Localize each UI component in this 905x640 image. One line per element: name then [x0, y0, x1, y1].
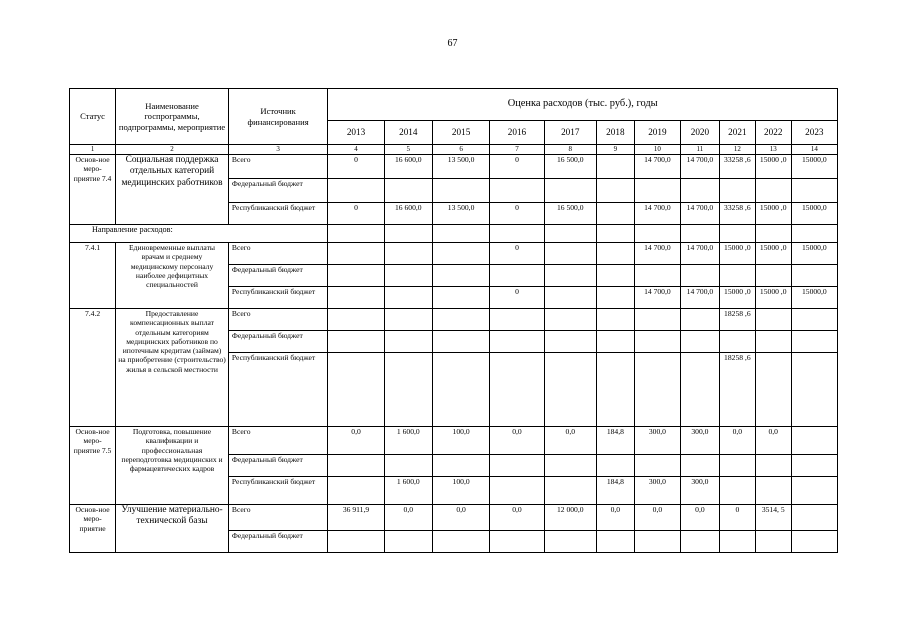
source-cell: Республиканский бюджет [228, 353, 327, 427]
table-row [70, 155, 838, 179]
value-cell [384, 531, 432, 553]
value-cell [596, 455, 634, 477]
value-cell: 300,0 [680, 477, 719, 505]
row-name: Социальная поддержка отдельных категорий медицинских работников [116, 155, 229, 225]
source-cell: Всего [228, 243, 327, 265]
row-status: Основ-ное меро-приятие 7.5 [70, 427, 116, 505]
column-number: 8 [544, 145, 596, 155]
value-cell: 15000,0 [791, 155, 837, 179]
value-cell: 16 500,0 [544, 155, 596, 179]
value-cell [680, 309, 719, 331]
value-cell: 300,0 [634, 477, 680, 505]
value-cell [432, 331, 489, 353]
value-cell [719, 477, 755, 505]
value-cell [680, 455, 719, 477]
value-cell [680, 225, 719, 243]
value-cell [490, 225, 544, 243]
source-cell: Республиканский бюджет [228, 477, 327, 505]
table-row [70, 427, 838, 455]
value-cell: 16 600,0 [384, 155, 432, 179]
value-cell [328, 287, 384, 309]
value-cell: 33258 ,6 [719, 155, 755, 179]
value-cell [432, 455, 489, 477]
value-cell [544, 287, 596, 309]
value-cell [384, 455, 432, 477]
value-cell [384, 353, 432, 427]
value-cell: 14 700,0 [634, 155, 680, 179]
value-cell: 15000 ,0 [755, 155, 791, 179]
value-cell [755, 265, 791, 287]
value-cell [791, 505, 837, 531]
page-number: 67 [447, 38, 458, 49]
source-cell: Всего [228, 309, 327, 331]
value-cell [490, 331, 544, 353]
value-cell: 100,0 [432, 427, 489, 455]
value-cell [432, 225, 489, 243]
year-header: 2016 [490, 121, 544, 145]
value-cell: 0,0 [384, 505, 432, 531]
value-cell [680, 179, 719, 203]
row-name: Улучшение материально-технической базы [116, 505, 229, 553]
value-cell [680, 265, 719, 287]
column-number: 12 [719, 145, 755, 155]
value-cell [596, 309, 634, 331]
column-number: 14 [791, 145, 837, 155]
value-cell: 0,0 [490, 505, 544, 531]
value-cell [634, 309, 680, 331]
value-cell: 13 500,0 [432, 155, 489, 179]
value-cell [490, 455, 544, 477]
value-cell [719, 179, 755, 203]
value-cell: 184,8 [596, 427, 634, 455]
value-cell: 18258 ,6 [719, 309, 755, 331]
value-cell [596, 265, 634, 287]
value-cell: 16 500,0 [544, 203, 596, 225]
value-cell [432, 179, 489, 203]
row-status: Основ-ное меро-приятие 7.4 [70, 155, 116, 225]
value-cell [490, 179, 544, 203]
value-cell [328, 477, 384, 505]
value-cell: 0 [490, 203, 544, 225]
value-cell [680, 331, 719, 353]
column-number: 9 [596, 145, 634, 155]
year-header: 2020 [680, 121, 719, 145]
value-cell [791, 353, 837, 427]
value-cell [596, 287, 634, 309]
value-cell [634, 331, 680, 353]
value-cell [596, 353, 634, 427]
source-cell: Федеральный бюджет [228, 455, 327, 477]
value-cell: 0,0 [719, 427, 755, 455]
value-cell [634, 455, 680, 477]
source-header: Источник финансирования [228, 89, 327, 145]
year-header: 2018 [596, 121, 634, 145]
value-cell [328, 309, 384, 331]
value-cell [791, 225, 837, 243]
budget-table [69, 88, 838, 553]
value-cell: 14 700,0 [680, 243, 719, 265]
value-cell [384, 243, 432, 265]
value-cell: 15000 ,0 [719, 243, 755, 265]
value-cell [432, 531, 489, 553]
value-cell [680, 353, 719, 427]
value-cell: 300,0 [634, 427, 680, 455]
column-number: 10 [634, 145, 680, 155]
value-cell [755, 309, 791, 331]
value-cell [544, 243, 596, 265]
value-cell: 1 600,0 [384, 477, 432, 505]
year-header: 2023 [791, 121, 837, 145]
value-cell: 0,0 [634, 505, 680, 531]
value-cell: 1 600,0 [384, 427, 432, 455]
year-header: 2013 [328, 121, 384, 145]
table-row [70, 309, 838, 331]
value-cell: 15000 ,0 [755, 287, 791, 309]
value-cell [490, 265, 544, 287]
value-cell [432, 265, 489, 287]
value-cell: 3514, 5 [755, 505, 791, 531]
direction-row [70, 225, 838, 243]
value-cell: 300,0 [680, 427, 719, 455]
value-cell: 0 [328, 155, 384, 179]
table-row [70, 243, 838, 265]
value-cell [490, 477, 544, 505]
row-code: 7.4.2 [70, 309, 116, 427]
value-cell: 13 500,0 [432, 203, 489, 225]
year-header: 2021 [719, 121, 755, 145]
value-cell [791, 331, 837, 353]
value-cell: 100,0 [432, 477, 489, 505]
value-cell: 14 700,0 [680, 287, 719, 309]
column-number: 1 [70, 145, 116, 155]
value-cell [596, 155, 634, 179]
row-code: 7.4.1 [70, 243, 116, 309]
value-cell [328, 353, 384, 427]
value-cell [544, 265, 596, 287]
value-cell [755, 531, 791, 553]
value-cell [544, 225, 596, 243]
source-cell: Всего [228, 505, 327, 531]
value-cell: 15000,0 [791, 243, 837, 265]
value-cell [544, 179, 596, 203]
row-name: Единовременные выплаты врачам и среднему медицинскому персоналу наиболее дефицитных специальностей [116, 243, 229, 309]
value-cell [634, 265, 680, 287]
value-cell: 0 [490, 243, 544, 265]
value-cell [755, 353, 791, 427]
column-numbers-row [70, 145, 838, 155]
year-header: 2022 [755, 121, 791, 145]
value-cell [791, 265, 837, 287]
value-cell: 0,0 [596, 505, 634, 531]
value-cell: 15000 ,0 [719, 287, 755, 309]
value-cell [755, 477, 791, 505]
value-cell [328, 179, 384, 203]
direction-label: Направление расходов: [70, 225, 328, 243]
value-cell [791, 309, 837, 331]
value-cell [432, 287, 489, 309]
value-cell [384, 179, 432, 203]
value-cell [490, 531, 544, 553]
value-cell: 15000,0 [791, 287, 837, 309]
value-cell [544, 477, 596, 505]
value-cell [544, 331, 596, 353]
value-cell [719, 455, 755, 477]
column-number: 2 [116, 145, 229, 155]
value-cell [596, 179, 634, 203]
value-cell [432, 353, 489, 427]
column-number: 6 [432, 145, 489, 155]
value-cell: 0 [719, 505, 755, 531]
value-cell: 14 700,0 [634, 287, 680, 309]
value-cell: 14 700,0 [680, 203, 719, 225]
value-cell [384, 309, 432, 331]
value-cell: 14 700,0 [680, 155, 719, 179]
value-cell [328, 531, 384, 553]
value-cell [755, 225, 791, 243]
source-cell: Республиканский бюджет [228, 287, 327, 309]
source-cell: Федеральный бюджет [228, 531, 327, 553]
status-header: Статус [70, 89, 116, 145]
value-cell [719, 531, 755, 553]
value-cell [384, 331, 432, 353]
value-cell: 0 [328, 203, 384, 225]
value-cell [755, 331, 791, 353]
value-cell: 0,0 [544, 427, 596, 455]
value-cell [791, 531, 837, 553]
value-cell: 15000 ,0 [755, 243, 791, 265]
source-cell: Всего [228, 427, 327, 455]
value-cell [634, 179, 680, 203]
value-cell [634, 531, 680, 553]
column-number: 5 [384, 145, 432, 155]
value-cell [384, 225, 432, 243]
row-name: Подготовка, повышение квалификации и профессиональная переподготовка медицинских и фармацевтических кадров [116, 427, 229, 505]
table-row [70, 505, 838, 531]
value-cell: 0 [490, 287, 544, 309]
value-cell [544, 455, 596, 477]
value-cell [328, 243, 384, 265]
value-cell: 0,0 [755, 427, 791, 455]
year-header: 2017 [544, 121, 596, 145]
value-cell: 15000,0 [791, 203, 837, 225]
value-cell [384, 287, 432, 309]
row-name: Предоставление компенсационных выплат отдельным категориям медицинских работников по ипотечным кредитам (займам) на приобретение (строительство) жилья в сельской местности [116, 309, 229, 427]
value-cell [490, 309, 544, 331]
value-cell [596, 243, 634, 265]
name-header: Наименование госпрограммы, подпрограммы, мероприятие [116, 89, 229, 145]
value-cell [432, 243, 489, 265]
column-number: 11 [680, 145, 719, 155]
value-cell: 36 911,9 [328, 505, 384, 531]
year-header: 2019 [634, 121, 680, 145]
value-cell [596, 203, 634, 225]
value-cell [791, 477, 837, 505]
value-cell: 33258 ,6 [719, 203, 755, 225]
value-cell: 15000 ,0 [755, 203, 791, 225]
value-cell [596, 531, 634, 553]
value-cell: 0,0 [432, 505, 489, 531]
value-cell [328, 225, 384, 243]
column-number: 13 [755, 145, 791, 155]
value-cell [634, 225, 680, 243]
column-number: 7 [490, 145, 544, 155]
value-cell [544, 309, 596, 331]
value-cell [719, 265, 755, 287]
value-cell: 0,0 [490, 427, 544, 455]
value-cell [791, 455, 837, 477]
value-cell [328, 265, 384, 287]
value-cell [544, 353, 596, 427]
column-number: 4 [328, 145, 384, 155]
row-status: Основ-ное меро-приятие [70, 505, 116, 553]
value-cell [680, 531, 719, 553]
value-cell: 12 000,0 [544, 505, 596, 531]
value-cell [432, 309, 489, 331]
source-cell: Всего [228, 155, 327, 179]
value-cell: 0,0 [680, 505, 719, 531]
value-cell [490, 353, 544, 427]
value-cell [755, 455, 791, 477]
value-cell [328, 455, 384, 477]
value-cell [596, 225, 634, 243]
value-cell [719, 331, 755, 353]
value-cell [755, 179, 791, 203]
value-cell: 16 600,0 [384, 203, 432, 225]
value-cell [791, 179, 837, 203]
value-cell: 184,8 [596, 477, 634, 505]
value-cell: 0,0 [328, 427, 384, 455]
value-cell: 0 [490, 155, 544, 179]
year-header: 2014 [384, 121, 432, 145]
value-cell [384, 265, 432, 287]
value-cell: 14 700,0 [634, 243, 680, 265]
value-cell: 14 700,0 [634, 203, 680, 225]
value-cell: 18258 ,6 [719, 353, 755, 427]
source-cell: Федеральный бюджет [228, 179, 327, 203]
year-header: 2015 [432, 121, 489, 145]
value-cell [596, 331, 634, 353]
value-cell [791, 427, 837, 455]
value-cell [719, 225, 755, 243]
cost-header: Оценка расходов (тыс. руб.), годы [328, 89, 838, 121]
value-cell [634, 353, 680, 427]
source-cell: Федеральный бюджет [228, 331, 327, 353]
value-cell [544, 531, 596, 553]
header-row [70, 89, 838, 121]
source-cell: Федеральный бюджет [228, 265, 327, 287]
column-number: 3 [228, 145, 327, 155]
source-cell: Республиканский бюджет [228, 203, 327, 225]
value-cell [328, 331, 384, 353]
